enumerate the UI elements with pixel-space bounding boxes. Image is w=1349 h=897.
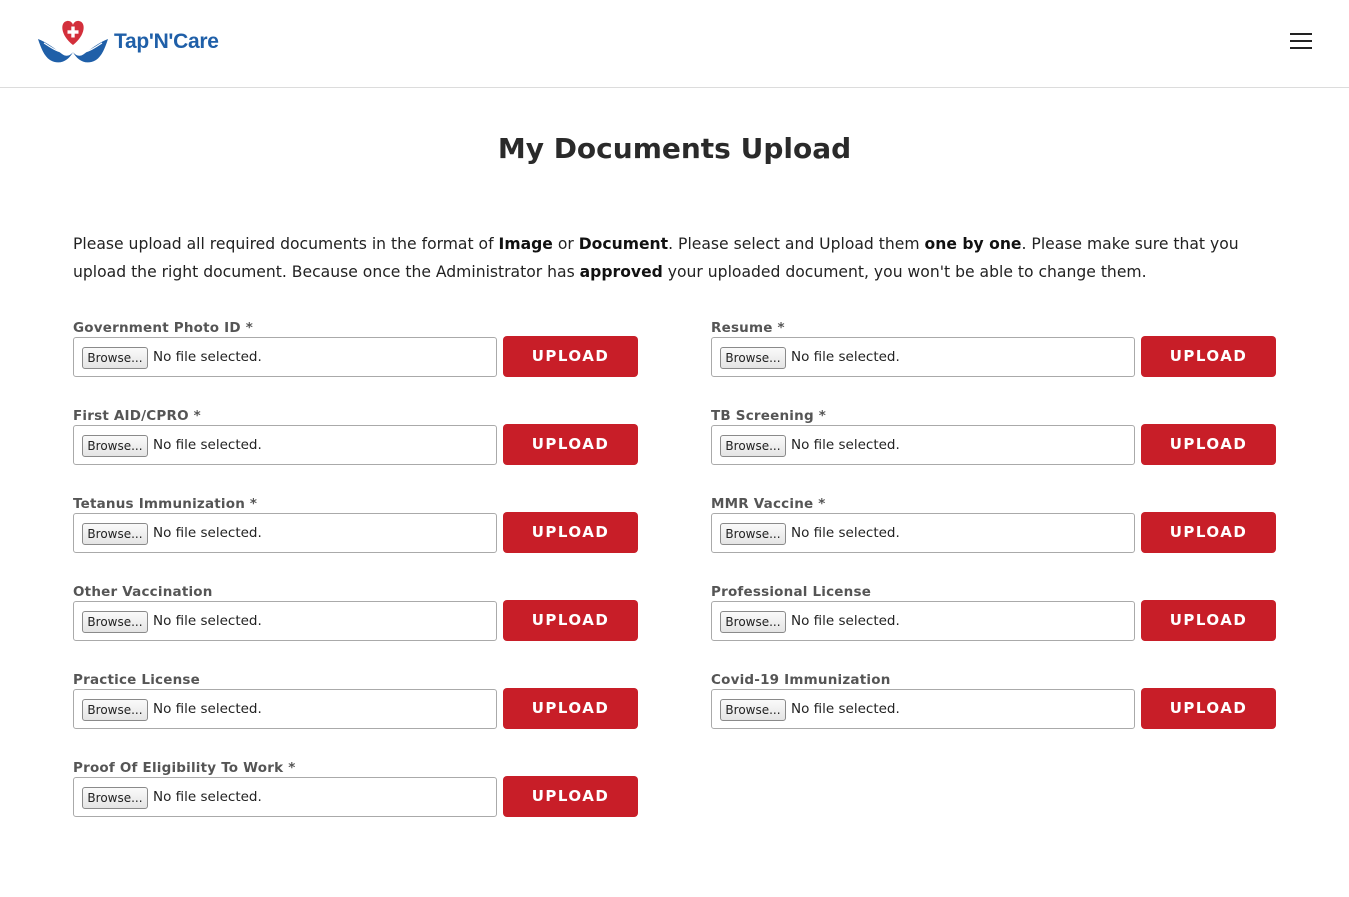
file-input[interactable] — [73, 777, 497, 817]
field-label: Professional License — [711, 584, 872, 600]
field-label: Covid-19 Immunization — [711, 672, 891, 688]
field-label: Practice License — [73, 672, 200, 688]
heart-hands-logo-icon — [36, 18, 110, 66]
file-status-text: No file selected. — [791, 613, 900, 629]
upload-button[interactable]: UPLOAD — [503, 512, 638, 553]
upload-button[interactable]: UPLOAD — [1141, 424, 1276, 465]
upload-button[interactable]: UPLOAD — [1141, 512, 1276, 553]
file-status-text: No file selected. — [791, 701, 900, 717]
file-status-text: No file selected. — [153, 525, 262, 541]
field-label: Resume * — [711, 320, 785, 336]
file-input[interactable] — [711, 337, 1135, 377]
file-input[interactable] — [73, 425, 497, 465]
upload-field — [73, 320, 639, 400]
upload-field — [711, 672, 1277, 752]
file-input[interactable] — [711, 425, 1135, 465]
file-input[interactable] — [73, 513, 497, 553]
browse-button[interactable]: Browse... — [82, 787, 148, 809]
file-status-text: No file selected. — [153, 701, 262, 717]
browse-button[interactable]: Browse... — [82, 611, 148, 633]
browse-button[interactable]: Browse... — [720, 699, 786, 721]
file-input[interactable] — [711, 513, 1135, 553]
field-label: First AID/CPRO * — [73, 408, 201, 424]
upload-button[interactable]: UPLOAD — [1141, 336, 1276, 377]
file-status-text: No file selected. — [153, 437, 262, 453]
upload-button[interactable]: UPLOAD — [503, 424, 638, 465]
file-input[interactable] — [73, 337, 497, 377]
upload-field — [73, 496, 639, 576]
logo-text: Tap'N'Care — [114, 30, 219, 53]
site-header — [0, 0, 1349, 88]
file-status-text: No file selected. — [153, 613, 262, 629]
browse-button[interactable]: Browse... — [82, 347, 148, 369]
file-input[interactable] — [711, 689, 1135, 729]
file-status-text: No file selected. — [153, 349, 262, 365]
upload-button[interactable]: UPLOAD — [1141, 688, 1276, 729]
file-status-text: No file selected. — [791, 437, 900, 453]
upload-field — [73, 672, 639, 752]
file-input[interactable] — [73, 601, 497, 641]
upload-button[interactable]: UPLOAD — [503, 776, 638, 817]
browse-button[interactable]: Browse... — [720, 435, 786, 457]
browse-button[interactable]: Browse... — [82, 435, 148, 457]
file-input[interactable] — [73, 689, 497, 729]
upload-field — [73, 584, 639, 664]
upload-field — [711, 584, 1277, 664]
brand-logo[interactable] — [36, 18, 219, 66]
file-status-text: No file selected. — [153, 789, 262, 805]
upload-field — [73, 760, 639, 840]
file-status-text: No file selected. — [791, 525, 900, 541]
upload-field — [73, 408, 639, 488]
file-status-text: No file selected. — [791, 349, 900, 365]
page-title: My Documents Upload — [497, 132, 852, 165]
field-label: MMR Vaccine * — [711, 496, 826, 512]
browse-button[interactable]: Browse... — [82, 523, 148, 545]
browse-button[interactable]: Browse... — [720, 611, 786, 633]
intro-text: Please upload all required documents in the format of Image or Document. Please select and Upload them one by one. Please make sure that you upload the right document. Because once the Administrator has approved your uploaded document, you won't be able to change them. — [73, 235, 1239, 281]
upload-field — [711, 496, 1277, 576]
upload-field — [711, 320, 1277, 400]
browse-button[interactable]: Browse... — [720, 347, 786, 369]
hamburger-menu-icon[interactable] — [1290, 33, 1314, 51]
browse-button[interactable]: Browse... — [82, 699, 148, 721]
field-label: Other Vaccination — [73, 584, 213, 600]
upload-button[interactable]: UPLOAD — [503, 600, 638, 641]
field-label: Tetanus Immunization * — [73, 496, 258, 512]
file-input[interactable] — [711, 601, 1135, 641]
field-label: TB Screening * — [711, 408, 826, 424]
field-label: Proof Of Eligibility To Work * — [73, 760, 296, 776]
browse-button[interactable]: Browse... — [720, 523, 786, 545]
upload-field — [711, 408, 1277, 488]
upload-button[interactable]: UPLOAD — [1141, 600, 1276, 641]
upload-button[interactable]: UPLOAD — [503, 688, 638, 729]
field-label: Government Photo ID * — [73, 320, 253, 336]
upload-button[interactable]: UPLOAD — [503, 336, 638, 377]
